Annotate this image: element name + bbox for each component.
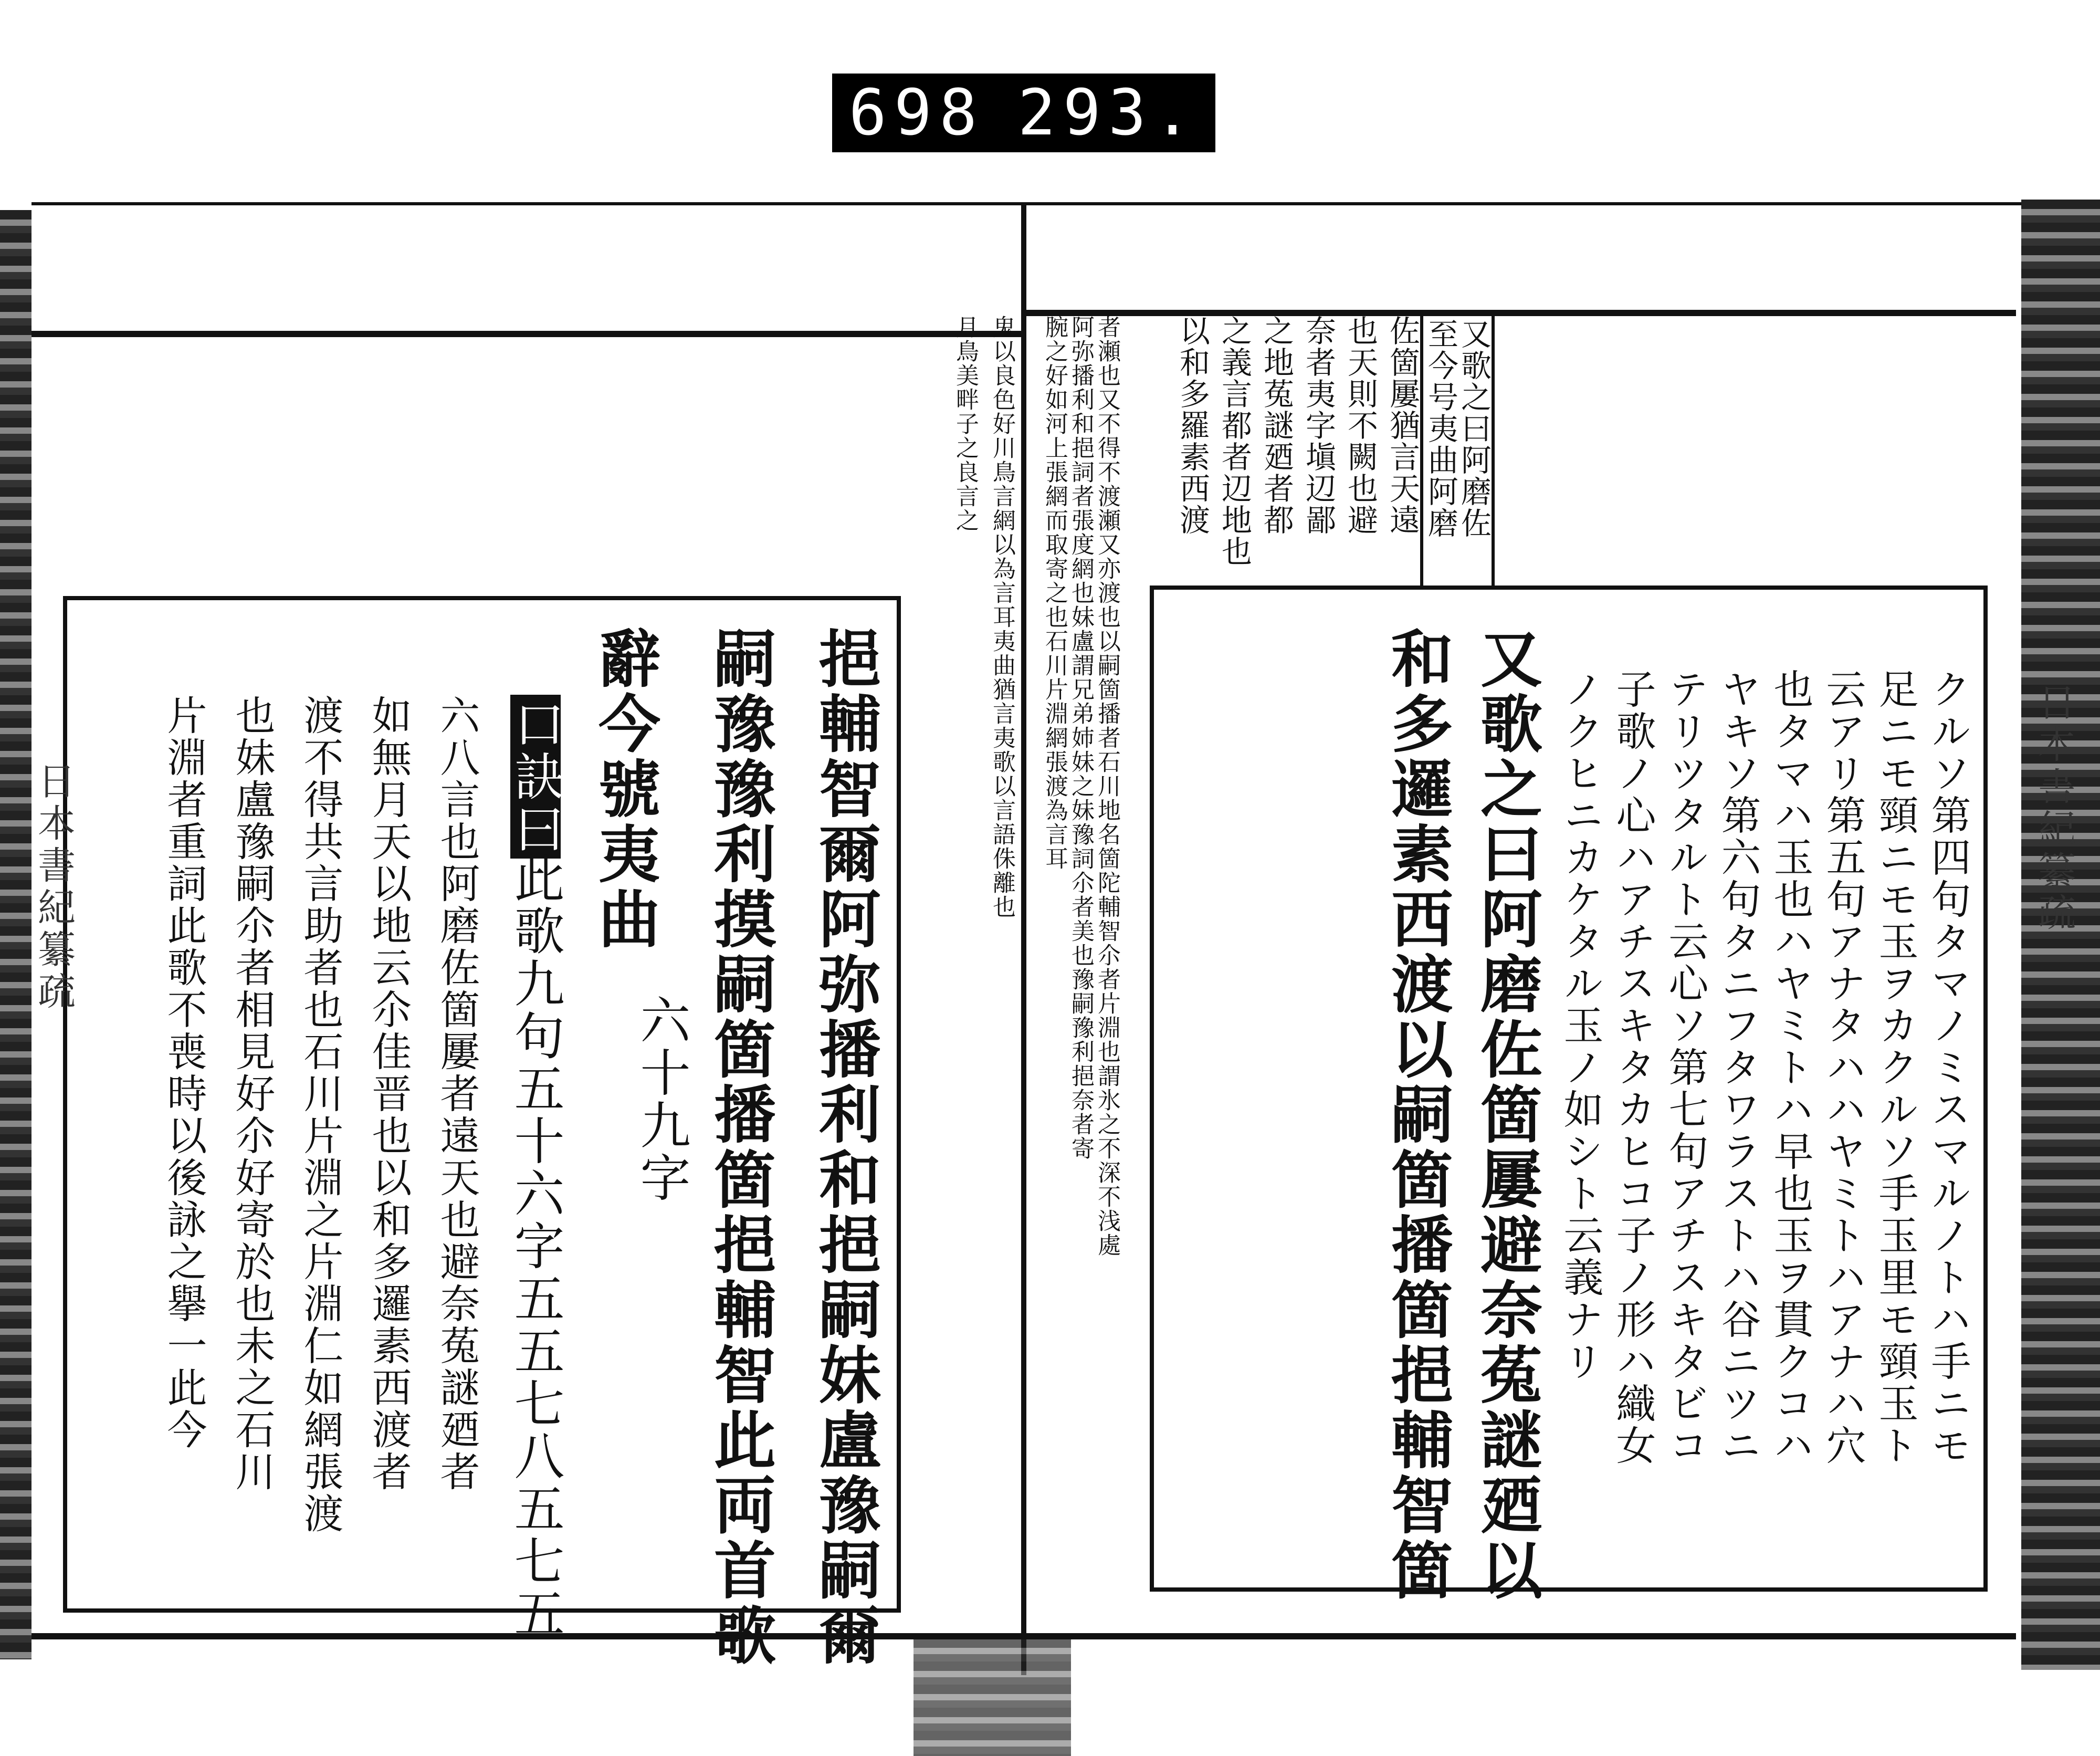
- commentary-line: 也妹盧豫嗣尒者相見好尒好寄於也未之石川: [229, 695, 276, 1493]
- kana-line: 云アリ第五句アナタハハヤミトハアナハ穴: [1820, 668, 1866, 1467]
- kuketsu-label: 口訣曰: [510, 695, 561, 859]
- commentary-line: 佐箇屢猶言天遠: [1384, 315, 1420, 536]
- gutter-commentary-line: 月鳥美畔子之良言之: [952, 315, 979, 532]
- commentary-line: 渡不得共言助者也石川片淵之片淵仁如網張渡: [297, 695, 344, 1535]
- gutter-commentary-line: 者瀬也又不得不渡瀬又亦渡也以嗣箇播者石川地名箇陀輔智尒者片淵也謂氷之不深不浅處: [1094, 315, 1120, 1257]
- bottom-spine-shadow: [914, 1638, 1071, 1756]
- commentary-line: 六八言也阿磨佐箇屢者遠天也避奈菟謎廼者: [434, 695, 480, 1493]
- left-gutter-commentary: [921, 315, 1120, 1602]
- catalog-label: [832, 74, 1215, 152]
- commentary-line: 此歌九句五十六字五五七八五七五: [506, 852, 565, 1640]
- top-border-left: [32, 202, 1024, 205]
- char-count: 六十九字: [632, 994, 691, 1204]
- center-gutter-line: [1021, 205, 1026, 1675]
- right-header-note-box: [1420, 312, 1495, 592]
- catalog-left-number: 698: [848, 76, 985, 150]
- right-side-title: 日本書紀纂疏: [2032, 683, 2076, 935]
- gutter-commentary-line: 腕之好如河上張網而取寄之也石川片淵網張渡為言耳: [1041, 315, 1068, 871]
- main-text-line: 又歌之曰阿磨佐箇屢避奈菟謎廼以: [1470, 626, 1543, 1603]
- kana-line: テリツタルト云心ソ第七句アチスキタビコ: [1662, 668, 1709, 1467]
- kana-line: 足ニモ頸ニモ玉ヲカクルソ手玉里モ頸玉ト: [1872, 668, 1919, 1467]
- header-note-line: 至今号夷曲阿磨: [1423, 318, 1458, 539]
- right-book-edge: [2021, 200, 2100, 1670]
- right-page-frame: [1150, 586, 1988, 1603]
- commentary-line: 如無月天以地云尒佳晋也以和多邏素西渡者: [365, 695, 412, 1493]
- left-side-title: 日本書紀纂疏: [32, 761, 76, 1013]
- gutter-commentary-line: 阿弥播利和挹詞者張度網也妹盧謂兄弟姉妹之妹豫詞尒者美也豫嗣豫利挹奈者寄: [1067, 315, 1094, 1161]
- main-text-line: 嗣豫豫利摸嗣箇播箇挹輔智此両首歌: [704, 626, 776, 1668]
- kana-line: ヤキソ第六句タニフタワラストハ谷ニツニ: [1715, 668, 1761, 1467]
- header-note-line: 又歌之曰阿磨佐: [1456, 318, 1492, 539]
- bottom-rule-right: [1024, 1633, 2016, 1639]
- main-text-line: 辭今號夷曲: [588, 626, 661, 952]
- commentary-line: 以和多羅素西渡: [1174, 315, 1210, 536]
- commentary-line: 也天則不闕也避: [1342, 315, 1378, 536]
- commentary-line: 之地菟謎廼者都: [1258, 315, 1294, 536]
- main-text-line: 挹輔智爾阿弥播利和挹嗣妹盧豫嗣爾: [808, 626, 881, 1668]
- kana-line: 也タマハ玉也ハヤミトハ早也玉ヲ貫クコハ: [1767, 668, 1814, 1467]
- right-header-commentary: [1155, 315, 1418, 588]
- kana-line: ノクヒニカケタル玉ノ如シト云義ナリ: [1557, 668, 1604, 1383]
- left-page-frame: [63, 596, 901, 1668]
- top-border-right: [1024, 202, 2021, 205]
- main-text-line: 和多邏素西渡以嗣箇播箇挹輔智箇: [1381, 626, 1454, 1603]
- commentary-line: 片淵者重詞此歌不喪時以後詠之擧一此今: [161, 695, 207, 1451]
- commentary-line: 之義言都者辺地也: [1216, 315, 1252, 567]
- kana-line: クルソ第四句タマノミスマルノトハ手ニモ: [1925, 668, 1971, 1467]
- catalog-right-number: 293.: [1017, 76, 1199, 150]
- kana-line: 子歌ノ心ハアチスキタカヒコ子ノ形ハ織女: [1610, 668, 1656, 1467]
- commentary-line: 奈者夷字塡辺鄙: [1300, 315, 1336, 536]
- gutter-commentary-line: 鬼以良色好川鳥言網以為言耳夷曲猶言夷歌以言語侏離也: [989, 315, 1015, 919]
- header-rule-left: [32, 331, 1024, 337]
